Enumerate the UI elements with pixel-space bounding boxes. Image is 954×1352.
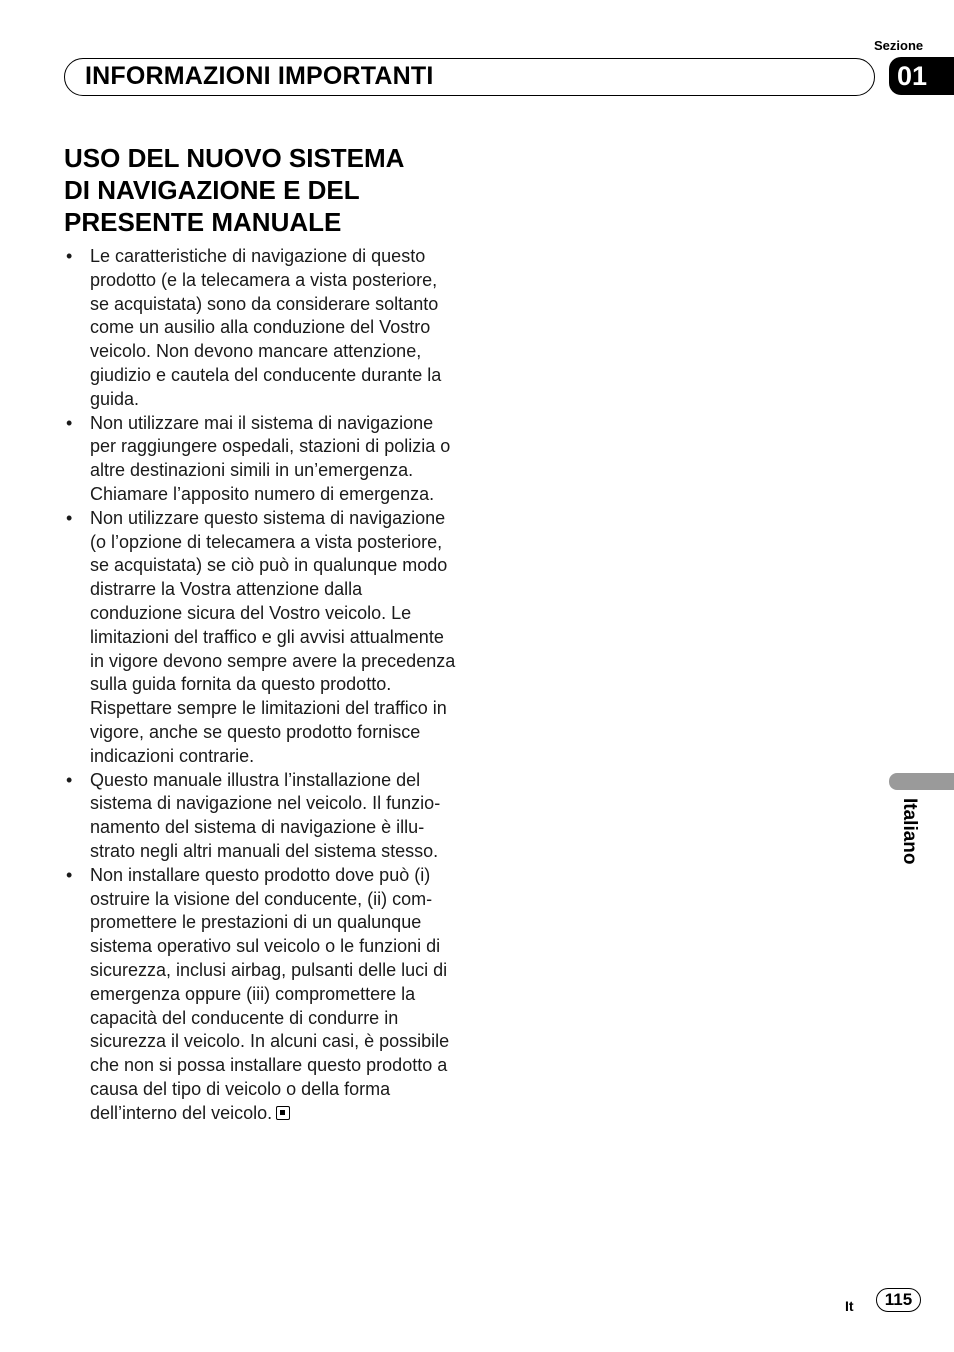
page-heading [64, 142, 464, 238]
page-number: 115 [876, 1288, 921, 1312]
heading-line: DI NAVIGAZIONE E DEL [64, 175, 360, 205]
section-number-badge: 01 [889, 57, 954, 95]
bullet-dot-icon: • [66, 769, 73, 790]
heading-line: USO DEL NUOVO SISTEMA [64, 143, 405, 173]
bullet-dot-icon: • [66, 507, 73, 528]
bullet-dot-icon: • [66, 246, 73, 266]
list-item [64, 769, 456, 864]
bullet-dot-icon: • [66, 864, 73, 885]
list-item [64, 507, 456, 769]
list-item [64, 412, 456, 507]
bullet-list [64, 245, 456, 1125]
list-item-text: Non utilizzare mai il sistema di navigazione per raggiungere ospedali, stazioni di polizia o altre destinazioni simili in un’emergenza. Chiamare l’apposito numero di emergenza. [90, 412, 451, 504]
language-label: Italiano [899, 798, 920, 865]
list-item-text: Non installare questo prodotto dove può (i) ostruire la visione del conducente, (ii) compromettere le prestazioni di un qualunque sistema operativo sul veicolo o le funzioni di sicurezza, inclusi airbag, pulsanti delle luci di emergenza oppure (iii) compromettere la capacità del conducente di condurre in sicurezza il veicolo. In alcuni casi, è possibile che non si possa installare questo prodotto a causa del tipo di veicolo o della forma dell’interno del veicolo. [90, 864, 450, 1123]
list-item-text: Non utilizzare questo sistema di navigazione (o l’opzione di telecamera a vista posteriore, se acquistata) se ciò può in qualunque modo distrarre la Vostra attenzione dalla conduzione sicura del Vostro veicolo. Le limitazioni del traffico e gli avvisi attualmente in vigore devono sempre avere la precedenza sulla guida fornita da questo prodotto. Rispettare sempre le limitazioni del traffico in vigore, anche se questo prodotto fornisce indicazioni contrarie. [90, 507, 456, 766]
language-tab [889, 773, 954, 790]
list-item [64, 864, 456, 1126]
chapter-title: INFORMAZIONI IMPORTANTI [85, 62, 434, 90]
list-item-text: Questo manuale illustra l’installazione del sistema di navigazione nel veicolo. Il funzionamento del sistema di navigazione è illustrato negli altri manuali del sistema stesso. [90, 769, 441, 861]
bullet-dot-icon: • [66, 412, 73, 433]
chapter-header-bar [64, 58, 875, 96]
end-of-section-icon [276, 1106, 290, 1120]
list-item-text: Le caratteristiche di navigazione di questo prodotto (e la telecamera a vista posteriore, se acquistata) sono da considerare soltanto come un ausilio alla conduzione del Vostro veicolo. Non devono mancare attenzione, giudizio e cautela del conducente durante la guida. [90, 246, 442, 409]
heading-line: PRESENTE MANUALE [64, 207, 342, 237]
list-item [64, 245, 456, 412]
language-code: It [845, 1298, 854, 1314]
section-label: Sezione [874, 38, 924, 53]
